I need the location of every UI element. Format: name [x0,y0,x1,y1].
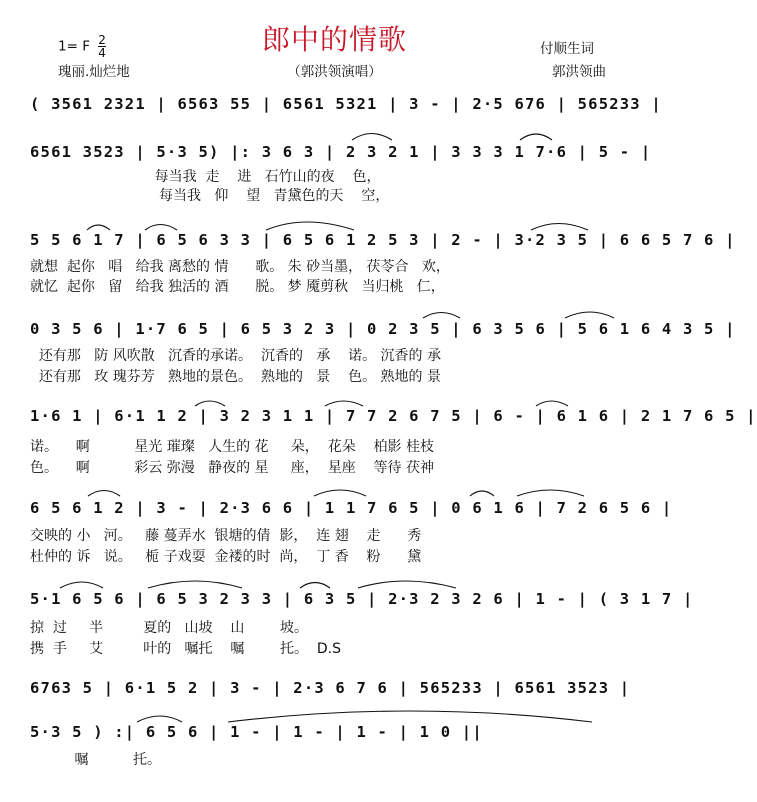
lyric-verse-2: 携 手 艾 叶的 嘱托 嘱 托。 D.S [30,641,341,657]
score-row-2 [30,138,652,166]
notation-line: 6 5 6 1 2 | 3 - | 2·3 6 6 | 1 1 7 6 5 | 0 6 1 6 | 7 2 6 5 6 | [30,499,673,517]
lyric-verse-1: 诺。 啊 星光 璀璨 人生的 花 朵， 花朵 柏影 桂枝 [30,439,434,455]
lyric-verse-2: 杜仲的 诉 说。 栀 子戏耍 金褛的时 尚， 丁 香 粉 黛 [30,549,422,565]
notation-line: 5·1 6 5 6 | 6 5 3 2 3 3 | 6 3 5 | 2·3 2 3 2 6 | 1 - | ( 3 1 7 | [30,590,694,608]
lyric-verse-1: 交映的 小 河。 藤 蔓弄水 银塘的倩 影， 连 翅 走 秀 [30,528,422,544]
score-row-5 [30,402,757,430]
composer-credit: 郭洪领曲 [552,64,606,80]
lyric-verse-2: 每当我 仰 望 青黛色的天 空， [30,188,390,204]
notation-line: 0 3 5 6 | 1·7 6 5 | 6 5 3 2 3 | 0 2 3 5 | 6 3 5 6 | 5 6 1 6 4 3 5 | [30,320,736,338]
lyric-verse-1: 还有那 防 风吹散 沉香的承诺。 沉香的 承 诺。 沉香的 承 [30,348,442,364]
score-row-7 [30,585,694,613]
lyric-verse-2: 就忆 起你 留 给我 独活的 酒 脱。 梦 魇剪秋 当归桃 仁， [30,279,445,295]
score-row-6 [30,494,673,522]
key-signature [58,34,106,59]
lyric-verse-1: 每当我 走 进 石竹山的夜 色， [30,169,381,185]
notation-line: 5 5 6 1 7 | 6 5 6 3 3 | 6 5 6 1 2 5 3 | 2 - | 3·2 3 5 | 6 6 5 7 6 | [30,231,736,249]
lyric-verse-1: 就想 起你 唱 给我 离愁的 情 歌。 朱 砂当墨， 茯苓合 欢， [30,259,450,275]
lyric-verse-1: 掠 过 半 夏的 山坡 山 坡。 [30,620,308,636]
time-signature-bottom: 4 [98,46,106,60]
key-label: 1= F [58,38,90,55]
notation-line: ( 3561 2321 | 6563 55 | 6561 5321 | 3 - | 2·5 676 | 565233 | [30,95,662,113]
singer-credit: （郭洪领演唱） [287,64,382,80]
score-row-1 [30,90,662,118]
song-title: 郎中的情歌 [261,23,407,56]
time-signature [98,34,106,59]
lyric-final: 嘱 托。 [30,752,162,768]
time-signature-top: 2 [98,33,106,47]
lyric-verse-2: 色。 啊 彩云 弥漫 静夜的 星 座， 星座 等待 茯神 [30,460,434,476]
score-row-8 [30,674,630,702]
performance-style: 瑰丽.灿烂地 [58,64,130,80]
score-row-3 [30,226,736,254]
lyric-verse-2: 还有那 玫 瑰芬芳 熟地的景色。 熟地的 景 色。 熟地的 景 [30,369,442,385]
score-row-9 [30,718,630,746]
lyricist-credit: 付顺生词 [540,41,594,57]
notation-line: 6763 5 | 6·1 5 2 | 3 - | 2·3 6 7 6 | 565233 | 6561 3523 | [30,679,631,697]
score-row-4 [30,315,736,343]
notation-line: 5·3 5 ) :| 6 5 6 | 1 - | 1 - | 1 - | 1 0 || [30,723,483,741]
notation-line: 1·6 1 | 6·1 1 2 | 3 2 3 1 1 | 7 7 2 6 7 5 | 6 - | 6 1 6 | 2 1 7 6 5 | [30,407,757,425]
notation-line: 6561 3523 | 5·3 5) |: 3 6 3 | 2 3 2 1 | 3 3 3 1 7·6 | 5 - | [30,143,652,161]
